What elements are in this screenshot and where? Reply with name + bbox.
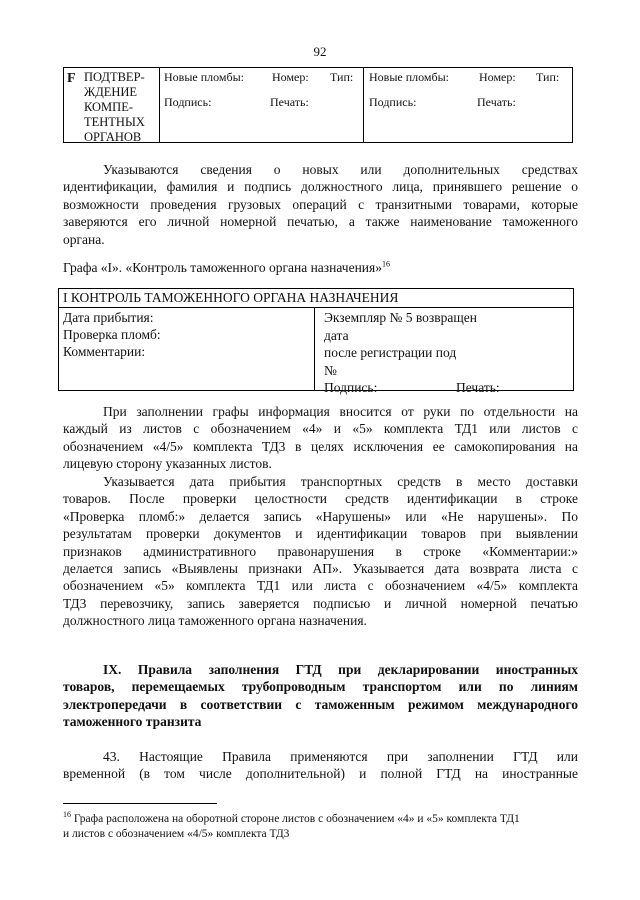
table-f-left-block — [160, 68, 364, 142]
signature-label: Подпись: — [164, 95, 212, 109]
footnote-marker: 16 — [63, 810, 71, 820]
paragraph-manual-entry — [63, 403, 578, 473]
seal-check-label: Проверка пломб: — [63, 327, 161, 342]
text-line: каждый из листов с обозначением «4» и «5» комплекта ТД1 или листов с — [63, 421, 578, 437]
heading-line: электропередачи в соответствии с таможенным режимом международного — [63, 696, 578, 712]
arrival-date-label: Дата прибытия: — [63, 310, 154, 325]
table-f-confirmation — [63, 67, 573, 143]
page-number: 92 — [313, 44, 327, 59]
text-line: ТД3 перевозчику, запись заверяется подписью и личной номерной печатью — [63, 595, 578, 611]
text-line: результатам проверки документов и идентификации товаров при выявлении — [63, 526, 578, 542]
footnote-separator — [63, 803, 217, 804]
table-i-left-cell — [59, 308, 315, 390]
table-f-right-block — [364, 68, 572, 142]
org-line: ПОДТВЕР- — [84, 70, 145, 84]
new-seals-label: Новые пломбы: — [164, 70, 244, 84]
number-label: Номер: — [272, 70, 309, 84]
heading-line: IX. Правила заполнения ГТД при декларировании иностранных — [103, 662, 578, 677]
text-line: Указывается дата прибытия транспортных средств в место доставки — [103, 474, 578, 489]
footnote-ref: 16 — [381, 259, 390, 269]
section-ix-heading — [63, 661, 578, 731]
footnote-line — [63, 812, 578, 827]
org-line: ОРГАНОВ — [84, 130, 142, 144]
paragraph-seals-info — [63, 161, 578, 248]
org-line: ЖДЕНИЕ — [84, 85, 138, 99]
number-label: Номер: — [479, 70, 516, 84]
text-line: При заполнении графы информация вносится от руки по отдельности на — [103, 404, 578, 419]
signature-label: Подпись: — [369, 95, 417, 109]
text-line: обозначением «4/5» комплекта ТД3 в целях исключения ее самокопирования на — [63, 438, 578, 454]
text-line: заверяются его личной номерной печатью, а также наименование таможенного — [63, 214, 578, 230]
paragraph-arrival-date — [63, 473, 578, 630]
heading-line: товаров, перемещаемых трубопроводным транспортом или по линиям — [63, 679, 578, 695]
comments-label: Комментарии: — [63, 344, 146, 359]
text-line: временной (в том числе дополнительной) и полной ГТД на иностранные — [63, 766, 578, 782]
text-line: возможности проведения грузовых операций с транзитными товарами, которые — [63, 196, 578, 212]
table-f-org-label — [84, 70, 145, 145]
type-label: Тип: — [330, 70, 354, 84]
text-line: должностного лица таможенного органа назначения. — [63, 613, 367, 629]
table-f-label-cell — [64, 68, 160, 142]
table-f-letter: F — [67, 71, 76, 86]
signature-row — [324, 379, 573, 397]
footnote-line: и листов с обозначением «4/5» комплекта ТД3 — [63, 828, 290, 840]
paragraph-43 — [63, 748, 578, 783]
text-line: Указываются сведения о новых или дополнительных средствах — [103, 162, 578, 177]
grafa-i-caption — [63, 260, 390, 276]
after-registration-label: после регистрации под — [324, 345, 457, 360]
type-label: Тип: — [536, 70, 560, 84]
table-i-header: I КОНТРОЛЬ ТАМОЖЕННОГО ОРГАНА НАЗНАЧЕНИЯ — [59, 289, 573, 308]
stamp-label: Печать: — [477, 95, 516, 109]
text-line: идентификации, фамилия и подпись должностного лица, принявшего решение о — [63, 179, 578, 195]
stamp-label: Печать: — [270, 95, 309, 109]
new-seals-label: Новые пломбы: — [369, 70, 449, 84]
text-line: «Проверка пломб:» делается запись «Нарушены» или «Не нарушены». По — [63, 508, 578, 524]
org-line: КОМПЕ- — [84, 100, 133, 114]
number-sign: № — [324, 362, 337, 378]
text-line: лицевую сторону указанных листов. — [63, 456, 272, 472]
footnote — [63, 812, 578, 842]
text-line: товаров. После проверки целостности средств идентификации в строке — [63, 491, 578, 507]
text-line: делается запись «Выявлены признаки АП». Указывается дата возврата листа с — [63, 561, 578, 577]
org-line: ТЕНТНЫХ — [84, 115, 145, 129]
text-line: органа. — [63, 231, 105, 247]
signature-label: Подпись: — [324, 380, 378, 395]
date-label: дата — [324, 327, 349, 343]
table-i-destination-control — [58, 288, 574, 395]
text-line: обозначением «5» комплекта ТД1 или листа с обозначением «4/5» комплекта — [63, 578, 578, 594]
heading-line: таможенного транзита — [63, 714, 202, 730]
copy-returned-label: Экземпляр № 5 возвращен — [324, 310, 477, 325]
table-i-right-cell — [315, 308, 573, 395]
stamp-label: Печать: — [456, 380, 500, 395]
text-line: признаков административного правонарушения в строке «Комментарии:» — [63, 543, 578, 559]
text-line: 43. Настоящие Правила применяются при заполнении ГТД или — [103, 749, 578, 764]
footnote-text: Графа расположена на оборотной стороне листов с обозначением «4» и «5» комплекта ТД1 — [73, 813, 520, 825]
caption-text: Графа «I». «Контроль таможенного органа назначения» — [63, 260, 382, 275]
